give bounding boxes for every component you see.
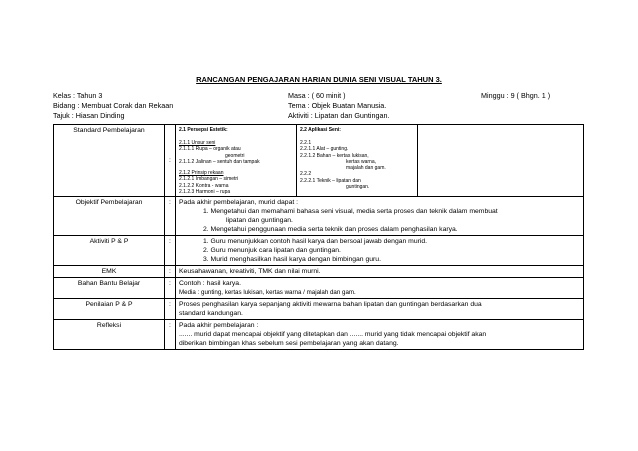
col1-line: 2.1.1.2 Jalinan – sentuh dan tampak — [179, 158, 260, 165]
colon: : — [165, 278, 176, 299]
bidang-line: Bidang : Membuat Corak dan Rekaan — [53, 101, 174, 110]
objektif-intro: Pada akhir pembelajaran, murid dapat : — [179, 199, 299, 207]
objektif-item: 2. Mengetahui penggunaan media serta teknik dan proses dalam penghasilan karya. — [203, 226, 458, 234]
penilaian-content — [176, 299, 584, 320]
refleksi-content — [176, 320, 584, 350]
label-bahan: Bahan Bantu Belajar — [54, 278, 165, 299]
row-aktiviti — [54, 236, 584, 266]
header-middle — [288, 91, 390, 121]
row-standard — [54, 125, 584, 197]
col1-line: 2.1.1.1 Rupa – organik atau — [179, 146, 241, 153]
document-title: RANCANGAN PENGAJARAN HARIAN DUNIA SENI VISUAL TAHUN 3. — [196, 75, 442, 84]
aktiviti-item: 1. Guru menunjukkan contoh hasil karya dan bersoal jawab dengan murid. — [203, 238, 428, 246]
persepsi-heading: 2.1 Persepsi Estetik: — [179, 127, 228, 133]
refleksi-line: ....... murid dapat mencapai objektif yang ditetapkan dan ....... murid yang tidak mencapai objektif akan — [179, 331, 487, 339]
col1-line: 2.1.2.1 Imbangan – simetri — [179, 176, 239, 183]
bahan-line: Media : gunting, kertas lukisan, kertas warna / majalah dan gam. — [179, 289, 356, 297]
col1-line: 2.1.2.2 Kontra - warna — [179, 182, 229, 189]
colon: : — [165, 197, 176, 236]
colon: : — [165, 266, 176, 278]
colon: : — [165, 125, 176, 197]
label-penilaian: Penilaian P & P — [54, 299, 165, 320]
refleksi-line: diberikan bimbingan khas sebelum sesi pembelajaran yang akan datang. — [179, 340, 399, 348]
col2-line: 2.2.2.1 Teknik – lipatan dan — [300, 177, 361, 184]
row-refleksi — [54, 320, 584, 350]
col2-line: 2.2.1.1 Alat – gunting. — [300, 146, 349, 153]
penilaian-line: Proses penghasilan karya sepanjang aktiviti mewarna bahan lipatan dan guntingan berdasarkan dua — [179, 301, 482, 309]
label-aktiviti: Aktiviti P & P — [54, 236, 165, 266]
aktiviti-item: 3. Murid menghasilkan hasil karya dengan bimbingan guru. — [203, 256, 381, 264]
persepsi-estetik-column — [176, 125, 297, 196]
aktiviti-line: Aktiviti : Lipatan dan Guntingan. — [288, 111, 390, 120]
bahan-line: Contoh : hasil karya. — [179, 280, 241, 288]
objektif-item: 1. Mengetahui dan memahami bahasa seni visual, media serta proses dan teknik dalam membuat — [203, 208, 498, 216]
kelas-line: Kelas : Tahun 3 — [53, 91, 103, 100]
aktiviti-item: 2. Guru menunjuk cara lipatan dan guntingan. — [203, 247, 341, 255]
col2-line: guntingan. — [346, 184, 370, 191]
col1-line: 2.1.2.3 Harmoni – rupa — [179, 189, 231, 196]
row-bahan — [54, 278, 584, 299]
objektif-content — [176, 197, 584, 236]
row-emk — [54, 266, 584, 278]
colon: : — [165, 299, 176, 320]
colon: : — [165, 236, 176, 266]
label-emk: EMK — [54, 266, 165, 278]
col2-line: 2.2.2 — [300, 171, 312, 178]
col1-line: 2.1.1 Unsur seni — [179, 140, 216, 146]
tajuk-line: Tajuk : Hiasan Dinding — [53, 111, 125, 120]
label-standard: Standard Pembelajaran — [54, 125, 165, 197]
label-refleksi: Refleksi — [54, 320, 165, 350]
col2-line: 2.2.1.2 Bahan – kertas lukisan, — [300, 152, 369, 159]
bahan-content — [176, 278, 584, 299]
aplikasi-seni-column — [297, 125, 418, 196]
row-objektif — [54, 197, 584, 236]
col1-line: geometri — [225, 152, 245, 159]
label-objektif: Objektif Pembelajaran — [54, 197, 165, 236]
penilaian-line: standard kandungan. — [179, 310, 243, 318]
col2-line: kertas warna, — [346, 158, 377, 165]
aplikasi-heading: 2.2 Aplikasi Seni: — [300, 127, 341, 133]
refleksi-line: Pada akhir pembelajaran : — [179, 322, 259, 330]
tema-line: Tema : Objek Buatan Manusia. — [288, 101, 387, 110]
col2-line: majalah dan gam. — [346, 165, 386, 172]
standard-content — [176, 125, 584, 197]
col1-line: 2.1.2 Prinsip rekaan — [179, 170, 224, 177]
objektif-item: lipatan dan guntingan. — [226, 217, 293, 225]
aktiviti-content — [176, 236, 584, 266]
header-left — [53, 91, 173, 121]
minggu-line: Minggu : 9 ( Bhgn. 1 ) — [481, 91, 551, 100]
col2-line: 2.2.1 — [300, 140, 312, 146]
colon: : — [165, 320, 176, 350]
emk-content: Keusahawanan, kreativiti, TMK dan nilai murni. — [176, 266, 584, 278]
lesson-plan-table — [53, 124, 584, 350]
masa-line: Masa : ( 60 minit ) — [288, 91, 346, 100]
row-penilaian — [54, 299, 584, 320]
